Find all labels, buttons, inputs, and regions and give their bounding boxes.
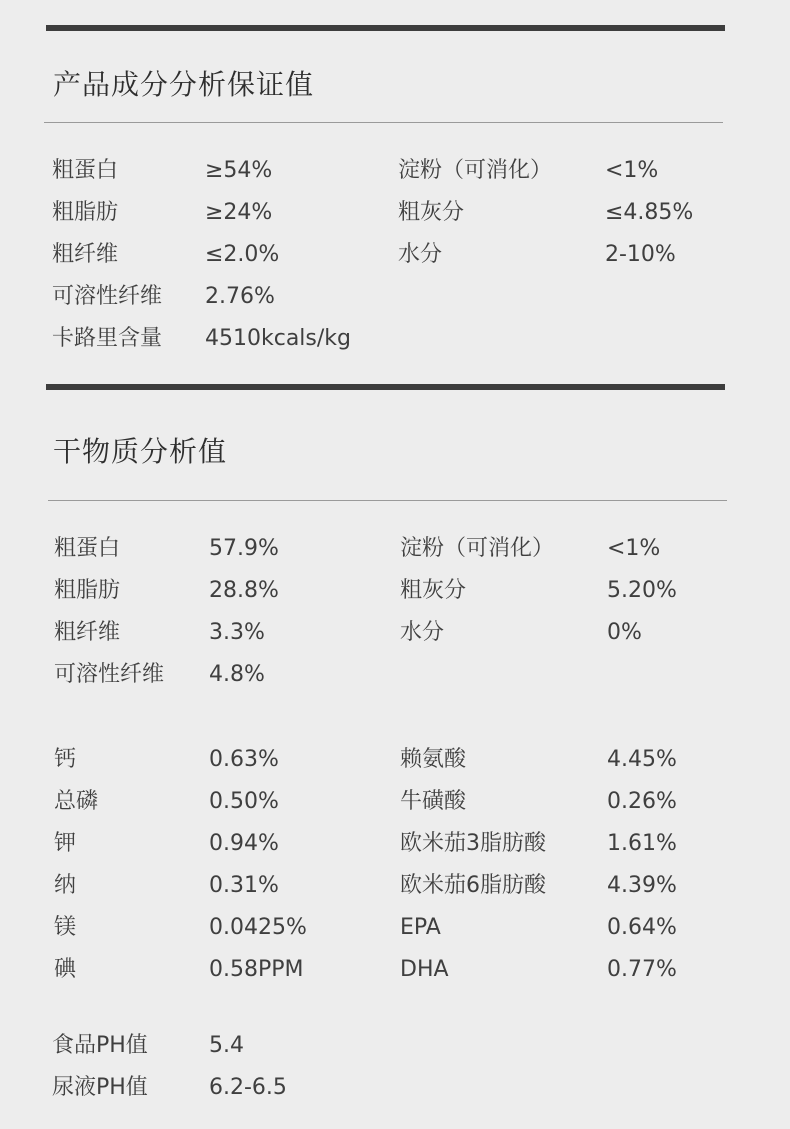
cell-label: 镁 [54, 915, 77, 940]
cell-value: 4.8% [209, 662, 265, 687]
table-row [54, 654, 754, 696]
cell-label2: DHA [400, 957, 449, 982]
dry-matter-title-underline [48, 500, 727, 501]
cell-label: 粗蛋白 [54, 536, 121, 561]
table-row [54, 739, 754, 781]
cell-value2: ≤4.85% [605, 200, 694, 225]
cell-label: 总磷 [54, 789, 99, 814]
cell-label2: 欧米茄6脂肪酸 [400, 873, 546, 898]
cell-label2: 水分 [400, 620, 445, 645]
guaranteed-section-title: 产品成分分析保证值 [53, 68, 315, 101]
table-row [54, 907, 754, 949]
cell-value2: 0% [607, 620, 642, 645]
cell-label: 食品PH值 [52, 1033, 148, 1058]
cell-value: 0.50% [209, 789, 279, 814]
cell-value2: 0.77% [607, 957, 677, 982]
cell-value2: <1% [605, 158, 659, 183]
table-row [52, 1067, 752, 1109]
cell-label: 尿液PH值 [52, 1075, 148, 1100]
cell-value: 3.3% [209, 620, 265, 645]
cell-label2: 欧米茄3脂肪酸 [400, 831, 546, 856]
cell-label2: 牛磺酸 [400, 789, 467, 814]
table-row [52, 192, 752, 234]
table-row [54, 612, 754, 654]
cell-value: 28.8% [209, 578, 279, 603]
cell-value2: 1.61% [607, 831, 677, 856]
table-row [54, 781, 754, 823]
cell-label: 可溶性纤维 [52, 284, 163, 309]
table-row [54, 865, 754, 907]
cell-value2: 5.20% [607, 578, 677, 603]
table-row [54, 528, 754, 570]
cell-value: 0.58PPM [209, 957, 304, 982]
cell-value: ≤2.0% [205, 242, 280, 267]
cell-label: 钾 [54, 831, 77, 856]
table-row [52, 276, 752, 318]
cell-value: 0.63% [209, 747, 279, 772]
cell-label2: 水分 [398, 242, 443, 267]
table-row [52, 318, 752, 360]
cell-label: 钙 [54, 747, 77, 772]
cell-value: 6.2-6.5 [209, 1075, 287, 1100]
cell-label: 卡路里含量 [52, 326, 163, 351]
guaranteed-title-underline [44, 122, 723, 123]
cell-label: 纳 [54, 873, 77, 898]
cell-value2: 2-10% [605, 242, 676, 267]
cell-value2: 4.39% [607, 873, 677, 898]
cell-value: 0.31% [209, 873, 279, 898]
cell-value2: 0.26% [607, 789, 677, 814]
cell-value: 0.94% [209, 831, 279, 856]
cell-value: 5.4 [209, 1033, 244, 1058]
cell-label: 粗脂肪 [52, 200, 119, 225]
cell-value: 57.9% [209, 536, 279, 561]
middle-divider [46, 384, 725, 390]
cell-label: 粗纤维 [52, 242, 119, 267]
cell-label2: 淀粉（可消化） [398, 158, 553, 183]
cell-value2: <1% [607, 536, 661, 561]
table-row [54, 949, 754, 991]
table-row [54, 570, 754, 612]
cell-label: 粗脂肪 [54, 578, 121, 603]
cell-label: 粗蛋白 [52, 158, 119, 183]
cell-value2: 0.64% [607, 915, 677, 940]
table-row [52, 234, 752, 276]
cell-value: ≥54% [205, 158, 273, 183]
cell-label2: EPA [400, 915, 441, 940]
table-row [52, 150, 752, 192]
cell-label: 碘 [54, 957, 77, 982]
cell-label2: 粗灰分 [400, 578, 467, 603]
cell-value: 2.76% [205, 284, 275, 309]
cell-value: 4510kcals/kg [205, 326, 351, 351]
cell-value2: 4.45% [607, 747, 677, 772]
cell-label2: 赖氨酸 [400, 747, 467, 772]
cell-value: ≥24% [205, 200, 273, 225]
cell-value: 0.0425% [209, 915, 307, 940]
dry-matter-section-title: 干物质分析值 [53, 435, 228, 468]
cell-label2: 粗灰分 [398, 200, 465, 225]
top-divider [46, 25, 725, 31]
table-row [54, 823, 754, 865]
table-row [52, 1025, 752, 1067]
cell-label: 粗纤维 [54, 620, 121, 645]
cell-label: 可溶性纤维 [54, 662, 165, 687]
cell-label2: 淀粉（可消化） [400, 536, 555, 561]
